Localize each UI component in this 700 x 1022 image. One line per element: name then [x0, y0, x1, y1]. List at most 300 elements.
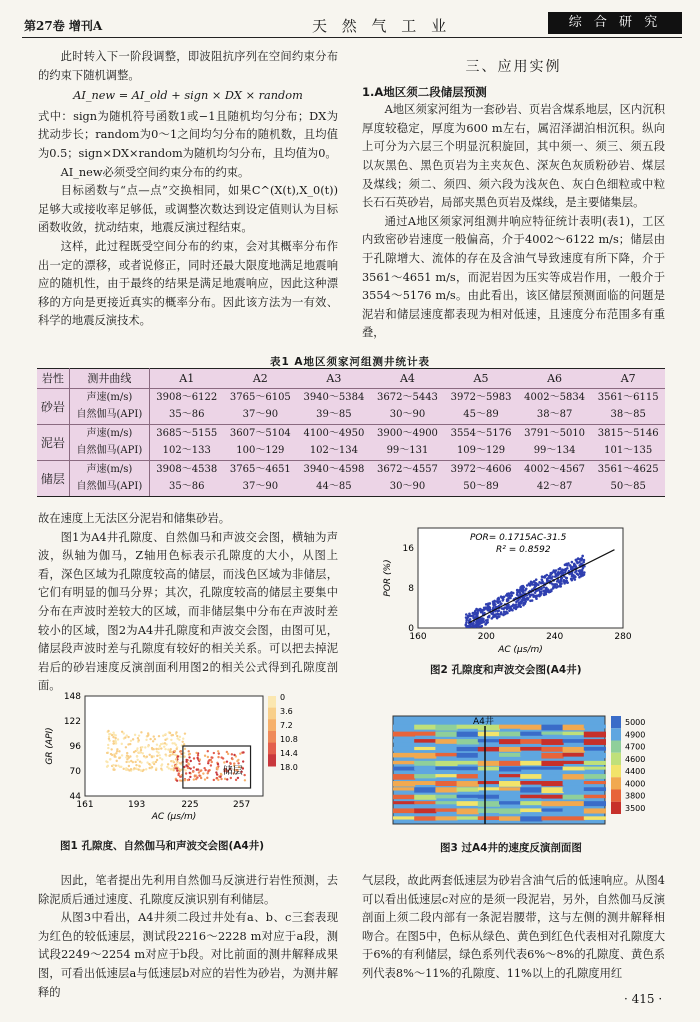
data-point — [557, 571, 560, 574]
data-point — [193, 757, 195, 759]
value-cell: 3765～4651 — [224, 461, 298, 479]
data-point — [163, 746, 165, 748]
data-point — [143, 755, 145, 757]
value-cell: 3554～5176 — [444, 425, 518, 443]
paragraph: 式中：sign为随机符号函数1或−1且随机均匀分布；DX为扰动步长；random为0～1之间均匀分布的随机数，且均值为0.5；sign×DX×random为随机均匀分布，且均值为0。 — [38, 109, 338, 160]
velocity-band — [499, 808, 521, 813]
data-point — [179, 762, 181, 764]
colorbar-label: 4900 — [625, 730, 646, 740]
velocity-band — [414, 801, 436, 804]
colorbar-segment — [268, 754, 276, 766]
data-point — [474, 625, 477, 628]
velocity-band — [457, 787, 479, 791]
data-point — [512, 592, 515, 595]
data-point — [181, 741, 183, 743]
velocity-band — [563, 767, 585, 771]
value-cell: 100～129 — [236, 445, 285, 457]
data-point — [167, 763, 169, 765]
data-point — [176, 761, 178, 763]
value-cell: 37～90 — [242, 409, 279, 421]
colorbar-label: 7.2 — [280, 721, 293, 730]
data-point — [193, 778, 195, 780]
data-point — [216, 773, 218, 775]
data-point — [115, 765, 117, 767]
data-point — [465, 616, 468, 619]
data-point — [173, 769, 175, 771]
r-squared: R² = 0.8592 — [496, 545, 551, 555]
velocity-band — [541, 781, 563, 786]
colorbar-label: 3500 — [625, 803, 646, 813]
x-tick-label: 225 — [181, 800, 199, 810]
velocity-band — [478, 801, 500, 807]
data-point — [510, 592, 513, 595]
velocity-band — [563, 747, 585, 753]
value-cell: 30～90 — [371, 479, 445, 497]
value-cell: 3561～4625 — [591, 461, 665, 479]
data-point — [522, 586, 525, 589]
data-point — [503, 595, 506, 598]
data-point — [556, 574, 559, 577]
y-axis-label: GR (API) — [45, 727, 55, 765]
data-point — [126, 752, 128, 754]
data-point — [230, 777, 232, 779]
data-point — [244, 779, 246, 781]
y-tick-label: 148 — [63, 692, 81, 702]
data-point — [541, 576, 544, 579]
data-point — [170, 739, 172, 741]
colorbar-segment — [268, 743, 276, 755]
data-point — [211, 757, 213, 759]
velocity-band — [563, 787, 585, 792]
data-point — [108, 735, 110, 737]
data-point — [226, 760, 228, 762]
value-cell: 101～135 — [604, 445, 653, 457]
data-point — [114, 739, 116, 741]
data-point — [152, 740, 154, 742]
figure-3-caption: 图3 过A4井的速度反演剖面图 — [440, 842, 582, 854]
data-point — [548, 575, 551, 578]
value-cell: 109～129 — [456, 445, 506, 457]
value-cell: 3765～6105 — [224, 389, 298, 407]
data-point — [534, 591, 537, 594]
data-point — [107, 747, 109, 749]
data-point — [465, 619, 468, 622]
data-point — [494, 603, 497, 606]
velocity-band — [541, 787, 563, 793]
data-point — [147, 732, 149, 734]
data-point — [187, 767, 189, 769]
table-header-cell: A2 — [224, 369, 298, 389]
colorbar-segment — [611, 741, 621, 753]
data-point — [565, 577, 568, 580]
data-point — [207, 756, 209, 758]
velocity-band — [478, 781, 500, 784]
data-point — [121, 743, 123, 745]
colorbar-label: 3.6 — [280, 707, 293, 716]
data-point — [540, 587, 543, 590]
velocity-band — [478, 761, 500, 766]
data-point — [184, 769, 186, 771]
velocity-band — [584, 808, 606, 813]
value-cell: 99～134 — [533, 445, 576, 457]
data-point — [501, 599, 504, 602]
table-header-cell: A6 — [518, 369, 592, 389]
data-point — [113, 755, 115, 757]
x-tick-label: 257 — [233, 800, 251, 810]
journal-volume: 第27卷 增刊A — [24, 19, 103, 33]
data-point — [471, 625, 474, 628]
logging-statistics-table — [37, 368, 665, 497]
paragraph: 气层段，故此两套低速层为砂岩含油气后的低速响应。从图4可以看出低速层c对应的是须一段泥岩，另外，自然伽马反演剖面上须二段内部有一条泥岩腰带，这与左侧的测井解释相吻合。在图5中，色标从绿色、黄色到红色代表相对孔隙度大于6%的有利储层，绿色系列代表6%～8%的孔隙度、黄色系列代表8%～11%的孔隙度、11%以上的孔隙度用红 — [362, 874, 665, 980]
value-cell: 3607～5104 — [224, 425, 298, 443]
data-point — [540, 582, 543, 585]
colorbar-segment — [611, 728, 621, 740]
data-point — [204, 778, 206, 780]
data-point — [190, 760, 192, 762]
colorbar-segment — [611, 716, 621, 728]
data-point — [156, 743, 158, 745]
data-point — [570, 566, 573, 569]
velocity-band — [499, 795, 521, 800]
data-point — [107, 744, 109, 746]
data-point — [202, 772, 204, 774]
data-point — [525, 588, 528, 591]
paragraph: 通过A地区须家河组测井响应特征统计表明(表1)，工区内致密砂岩速度一般偏高，介于4002～6122 m/s；储层由于孔隙增大、流体的存在及含油气导致速度有所下降，介于3561～4651 m/s，而泥岩因为压实等成岩作用，一般介于3554～5176 m/s。由此看出，该区储层预测面临的问题是泥岩和储层速度都表现为相对低速，且速度分布范围多有重叠， — [362, 214, 665, 340]
velocity-band — [414, 787, 436, 792]
figure-1-caption: 图1 孔隙度、自然伽马和声波交会图(A4井) — [60, 840, 264, 852]
value-cell: 3908～4538 — [149, 461, 223, 479]
y-tick-label: 122 — [63, 717, 81, 727]
data-point — [506, 606, 509, 609]
velocity-band — [435, 753, 457, 756]
velocity-band — [435, 774, 457, 777]
velocity-band — [435, 732, 457, 737]
colorbar-label: 5000 — [625, 718, 646, 727]
velocity-band — [499, 787, 521, 790]
value-cell: 37～90 — [224, 479, 298, 497]
data-point — [164, 748, 166, 750]
velocity-band — [393, 753, 415, 758]
velocity-band — [584, 753, 606, 758]
data-point — [564, 569, 567, 572]
fig2-crossplot — [378, 520, 633, 655]
velocity-band — [541, 725, 563, 731]
velocity-band — [499, 767, 521, 772]
data-point — [137, 737, 139, 739]
velocity-band — [478, 753, 500, 758]
data-point — [578, 569, 581, 572]
data-point — [144, 746, 146, 748]
data-point — [177, 737, 179, 739]
data-point — [135, 768, 137, 770]
data-point — [519, 601, 522, 604]
paragraph: 图1为A4井孔隙度、自然伽马和声波交会图，横轴为声波，纵轴为伽马，Z轴用色标表示孔隙度的大小，从图上看，深色区域为孔隙度较高的储层，而浅色区域为非储层，它们有明显的伽马分界；其次，孔隙度较高的储层主要集中分布在声波时差较大的区域，而非储层集中分布在声波时差较小的区域，图2为A4井孔隙度和声波交会图，由图可见，储层段声波时差与孔隙度有较好的相关关系。可以把去掉泥岩后的砂岩速度反演剖面利用图2的相关公式得到孔隙度剖面。 — [38, 530, 338, 693]
data-point — [515, 608, 518, 611]
data-point — [562, 580, 565, 583]
table-header-cell: A1 — [149, 369, 223, 389]
velocity-band — [393, 787, 415, 790]
data-point — [184, 732, 186, 734]
velocity-band — [499, 739, 521, 744]
page-number: · 415 · — [624, 992, 663, 1006]
rock-type-cell: 储层 — [37, 461, 69, 497]
paragraph: 这样，此过程既受空间分布的约束，会对其概率分布作出一定的漂移，或者说修正，同时还最大限度地满足地震响应的随机性，由于最终的结果是满足地震响应，因此这种漂移的方向是更接近真实的概率分布。因此该方法为一有效、科学的地震反演技术。 — [38, 239, 338, 328]
velocity-band — [414, 761, 436, 766]
data-point — [125, 746, 127, 748]
data-point — [169, 751, 171, 753]
data-point — [557, 568, 560, 571]
data-point — [134, 734, 136, 736]
data-point — [207, 770, 209, 772]
velocity-band — [520, 816, 542, 821]
data-point — [469, 618, 472, 621]
velocity-band — [563, 739, 585, 743]
data-point — [169, 732, 171, 734]
velocity-band — [435, 795, 457, 799]
data-point — [216, 768, 218, 770]
data-point — [217, 750, 219, 752]
value-cell: 3972～4606 — [444, 461, 518, 479]
colorbar-label: 4400 — [625, 767, 646, 776]
data-point — [219, 776, 221, 778]
data-point — [549, 572, 552, 575]
velocity-band — [584, 801, 606, 806]
velocity-band — [541, 767, 563, 770]
data-point — [516, 589, 519, 592]
velocity-band — [584, 732, 606, 738]
section-label: 综 合 研 究 — [548, 12, 682, 34]
data-point — [517, 603, 520, 606]
data-point — [172, 734, 174, 736]
velocity-band — [393, 767, 415, 771]
left-column-top — [38, 48, 338, 331]
velocity-band — [584, 781, 606, 784]
data-point — [543, 586, 546, 589]
value-cell: 50～89 — [444, 479, 518, 497]
velocity-band — [541, 801, 563, 806]
data-point — [125, 761, 127, 763]
subsection-heading: 1.A地区须二段储层预测 — [362, 84, 487, 99]
table-header-cell: 测井曲线 — [69, 369, 149, 389]
value-cell: 3791～5010 — [518, 425, 592, 443]
velocity-band — [584, 725, 606, 729]
data-point — [148, 754, 150, 756]
reservoir-label: 储层 — [222, 766, 243, 777]
right-column-bottom — [362, 872, 665, 984]
data-point — [107, 730, 109, 732]
data-point — [546, 578, 549, 581]
data-point — [522, 590, 525, 593]
data-point — [179, 736, 181, 738]
velocity-band — [457, 761, 479, 765]
data-point — [147, 745, 149, 747]
value-cell: 4002～5834 — [518, 389, 592, 407]
data-point — [487, 616, 490, 619]
data-point — [239, 752, 241, 754]
velocity-band — [435, 808, 457, 811]
data-point — [156, 755, 158, 757]
velocity-band — [393, 781, 415, 787]
data-point — [486, 619, 489, 622]
velocity-band — [457, 774, 479, 778]
velocity-band — [457, 808, 479, 814]
data-point — [560, 571, 563, 574]
velocity-band — [414, 767, 436, 771]
value-cell: 38～85 — [610, 409, 646, 421]
data-point — [112, 742, 114, 744]
data-point — [540, 590, 543, 593]
data-point — [523, 598, 526, 601]
data-point — [136, 755, 138, 757]
data-point — [155, 748, 157, 750]
data-point — [490, 617, 493, 620]
data-point — [127, 736, 129, 738]
velocity-band — [520, 725, 542, 730]
paragraph: 因此，笔者提出先利用自然伽马反演进行岩性预测，去除泥质后通过速度、孔隙度反演识别有利储层。 — [38, 874, 338, 906]
data-point — [566, 581, 569, 584]
data-point — [237, 762, 239, 764]
velocity-band — [584, 739, 606, 745]
colorbar-segment — [268, 708, 276, 720]
data-point — [180, 769, 182, 771]
velocity-band — [393, 801, 415, 804]
data-point — [580, 572, 583, 575]
velocity-band — [584, 816, 606, 820]
left-column-bottom — [38, 872, 338, 1002]
table-header-cell: A4 — [371, 369, 445, 389]
velocity-band — [541, 774, 563, 779]
data-point — [161, 763, 163, 765]
data-point — [142, 769, 144, 771]
velocity-band — [478, 787, 500, 790]
data-point — [531, 581, 534, 584]
data-point — [130, 760, 132, 762]
data-point — [164, 742, 166, 744]
data-point — [137, 768, 139, 770]
data-point — [194, 774, 196, 776]
paragraph: 此时转入下一阶段调整，即波阻抗序列在空间约束分布的约束下随机调整。 — [38, 50, 338, 82]
data-point — [130, 740, 132, 742]
colorbar-segment — [611, 790, 621, 802]
velocity-band — [563, 725, 585, 731]
data-point — [182, 737, 184, 739]
velocity-band — [457, 767, 479, 771]
velocity-band — [541, 747, 563, 752]
data-point — [170, 748, 172, 750]
velocity-band — [414, 753, 436, 759]
data-point — [580, 558, 583, 561]
data-point — [204, 769, 206, 771]
data-point — [466, 625, 469, 628]
table-row — [37, 443, 665, 461]
colorbar-label: 4600 — [625, 754, 646, 764]
data-point — [136, 759, 138, 761]
colorbar-label: 14.4 — [280, 749, 298, 758]
value-cell: 30～90 — [389, 409, 426, 421]
data-point — [140, 769, 142, 771]
data-point — [468, 612, 471, 615]
data-point — [148, 763, 150, 765]
velocity-band — [457, 739, 479, 744]
data-point — [188, 756, 190, 758]
value-cell: 3908～6122 — [149, 389, 223, 407]
velocity-band — [435, 801, 457, 804]
data-point — [174, 750, 176, 752]
velocity-band — [478, 732, 500, 737]
data-point — [176, 748, 178, 750]
data-point — [198, 774, 200, 776]
velocity-band — [520, 781, 542, 785]
colorbar-label: 3800 — [625, 791, 646, 801]
value-cell: 3940～5384 — [297, 389, 371, 407]
data-point — [213, 752, 215, 754]
data-point — [497, 613, 500, 616]
velocity-band — [414, 816, 436, 820]
value-cell: 3561～6115 — [591, 389, 665, 407]
data-point — [145, 768, 147, 770]
data-point — [548, 591, 551, 594]
data-point — [529, 584, 532, 587]
data-point — [128, 765, 130, 767]
data-point — [176, 767, 178, 769]
fig1-crossplot — [40, 690, 340, 828]
data-point — [173, 761, 175, 763]
data-point — [120, 766, 122, 768]
value-cell: 4002～4567 — [518, 461, 592, 479]
data-point — [199, 758, 201, 760]
velocity-band — [414, 795, 436, 800]
data-point — [223, 761, 225, 763]
data-point — [512, 604, 515, 607]
velocity-band — [499, 761, 521, 766]
colorbar-label: 0 — [280, 693, 286, 702]
data-point — [116, 748, 118, 750]
velocity-band — [563, 761, 585, 764]
data-point — [497, 600, 500, 603]
data-point — [193, 766, 195, 768]
velocity-band — [499, 732, 521, 737]
data-point — [576, 558, 579, 561]
data-point — [483, 606, 486, 609]
table-header-cell: 岩性 — [37, 369, 69, 389]
fig3-velocity-section — [385, 712, 665, 830]
data-point — [539, 593, 542, 596]
value-cell: 42～87 — [518, 479, 592, 497]
colorbar-label: 4700 — [625, 742, 646, 752]
data-point — [519, 605, 522, 608]
velocity-band — [541, 795, 563, 799]
data-point — [112, 731, 114, 733]
data-point — [169, 754, 171, 756]
data-point — [161, 758, 163, 760]
data-point — [506, 612, 509, 615]
data-point — [110, 748, 112, 750]
data-point — [160, 747, 162, 749]
data-point — [160, 743, 162, 745]
data-point — [152, 761, 154, 763]
velocity-band — [478, 774, 500, 778]
curve-cell: 自然伽马(API) — [69, 443, 149, 461]
plot-area — [418, 528, 623, 628]
velocity-band — [584, 787, 606, 791]
value-cell: 39～85 — [316, 409, 352, 421]
data-point — [195, 752, 197, 754]
data-point — [508, 592, 511, 595]
velocity-band — [393, 816, 415, 819]
data-point — [140, 749, 142, 751]
data-point — [227, 753, 229, 755]
data-point — [200, 777, 202, 779]
